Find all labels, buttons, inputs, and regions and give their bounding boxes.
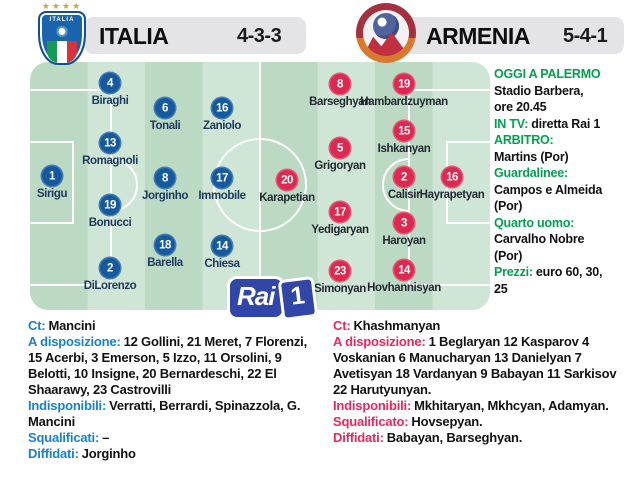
player-name: Ishkanyan <box>377 143 431 155</box>
home-team-title: ITALIA <box>99 23 169 49</box>
info-line: Carvalho Nobre <box>494 232 585 246</box>
player-name: Tonali <box>149 120 181 132</box>
player-name: Simonyan <box>314 283 366 295</box>
player-number: 8 <box>329 73 352 96</box>
player-number: 14 <box>211 235 234 258</box>
home-unavailable-line: Indisponibili: Verratti, Berrardi, Spinazzola, G. Mancini <box>28 398 301 429</box>
info-line: IN TV: diretta Rai 1 <box>494 116 601 131</box>
home-bench-line: A disposizione: 12 Gollini, 21 Meret, 7 Florenzi, 15 Acerbi, 3 Emerson, 5 Izzo, 11 Orsolini, 9 Belotti, 10 Insigne, 20 Bernardeschi, 22 El Shaarawy, 23 Castrovilli <box>28 334 307 397</box>
player-name: Immobile <box>198 190 246 202</box>
player-name: Calisir <box>387 189 421 201</box>
player-number: 23 <box>329 260 352 283</box>
player-number: 17 <box>329 201 352 224</box>
player-number: 20 <box>276 169 299 192</box>
away-bench-line: A disposizione: 1 Beglaryan 12 Kasparov 4 Voskanian 6 Manucharyan 13 Danielyan 7 Avetisyan 18 Vardanyan 9 Babayan 11 Sarkisov 22 Harutyunyan. <box>333 334 617 397</box>
player-number: 14 <box>393 259 416 282</box>
player-number: 19 <box>99 194 122 217</box>
home-formation: 4-3-3 <box>237 25 282 47</box>
info-line: OGGI A PALERMO <box>494 67 601 81</box>
player-name: Barella <box>147 257 183 269</box>
info-line: ARBITRO: <box>494 133 554 147</box>
info-line: Stadio Barbera, <box>494 83 584 98</box>
info-line: (Por) <box>494 199 523 213</box>
player-number: 13 <box>99 132 122 155</box>
player-number: 16 <box>211 97 234 120</box>
home-suspended-line: Squalificati: – <box>28 430 110 445</box>
player-number: 4 <box>99 72 122 95</box>
info-line: Guardalinee: <box>494 166 569 180</box>
player-number: 6 <box>154 97 177 120</box>
player-name: Hayrapetyan <box>419 189 485 201</box>
football-pitch <box>30 62 490 310</box>
player-name: Grigoryan <box>314 160 366 172</box>
rai1-logo <box>227 276 316 320</box>
home-notes <box>28 318 320 462</box>
away-coach-line: Ct: Khashmanyan <box>333 318 441 333</box>
home-booked-line: Diffidati: Jorginho <box>28 446 136 461</box>
player-name: Zaniolo <box>202 120 242 132</box>
player-number: 5 <box>329 137 352 160</box>
match-info-panel <box>494 66 628 297</box>
player-name: Hambardzuyman <box>360 96 448 108</box>
player-name: Bonucci <box>88 217 132 229</box>
player-name: Sirigu <box>36 188 68 200</box>
info-line: Prezzi: euro 60, 30, <box>494 265 603 279</box>
armenia-badge-ring <box>356 3 416 63</box>
player-number: 17 <box>211 167 234 190</box>
italia-tricolor <box>47 41 77 63</box>
armenia-badge <box>356 3 416 63</box>
player-name: Biraghi <box>91 95 129 107</box>
figc-emblem-icon <box>57 26 68 37</box>
player-name: Haroyan <box>382 235 426 247</box>
info-line: 25 <box>494 281 508 296</box>
away-unavailable-line: Indisponibili: Mkhitaryan, Mkhcyan, Adamyan. <box>333 398 609 413</box>
away-booked-line: Diffidati: Babayan, Barseghyan. <box>333 430 523 445</box>
info-line: ore 20.45 <box>494 100 547 114</box>
away-formation: 5-4-1 <box>563 25 608 47</box>
home-coach-line: Ct: Mancini <box>28 318 96 333</box>
player-number: 15 <box>393 120 416 143</box>
player-number: 1 <box>41 165 64 188</box>
italia-badge <box>33 1 91 63</box>
player-name: Jorginho <box>142 190 188 202</box>
rai-logo-text: Rai <box>227 276 285 320</box>
italia-badge-stars: ★★★★ <box>41 1 83 11</box>
player-number: 2 <box>99 257 122 280</box>
player-number: 18 <box>154 234 177 257</box>
player-number: 3 <box>393 212 416 235</box>
away-suspended-line: Squalificato: Hovsepyan. <box>333 414 483 429</box>
rai-channel-number: 1 <box>278 276 319 321</box>
italia-badge-shield <box>38 11 86 65</box>
away-team-title: ARMENIA <box>426 23 530 49</box>
player-number: 8 <box>154 167 177 190</box>
football-icon <box>373 13 399 39</box>
info-line: Campos e Almeida <box>494 182 603 197</box>
player-name: Karapetian <box>259 192 315 204</box>
player-number: 19 <box>393 73 416 96</box>
away-notes <box>333 318 629 446</box>
player-name: Romagnoli <box>82 155 138 167</box>
info-line: Quarto uomo: <box>494 215 575 230</box>
player-name: DiLorenzo <box>83 280 137 292</box>
italia-badge-text: ITALIA <box>49 17 75 23</box>
player-name: Barseghyan <box>309 96 371 108</box>
info-line: (Por) <box>494 248 523 263</box>
armenia-badge-inner <box>363 10 409 56</box>
player-number: 16 <box>441 166 464 189</box>
info-line: Martins (Por) <box>494 149 569 164</box>
player-name: Chiesa <box>204 258 240 270</box>
player-number: 2 <box>393 166 416 189</box>
player-name: Yedigaryan <box>311 224 369 236</box>
player-name: Hovhannisyan <box>367 282 441 294</box>
